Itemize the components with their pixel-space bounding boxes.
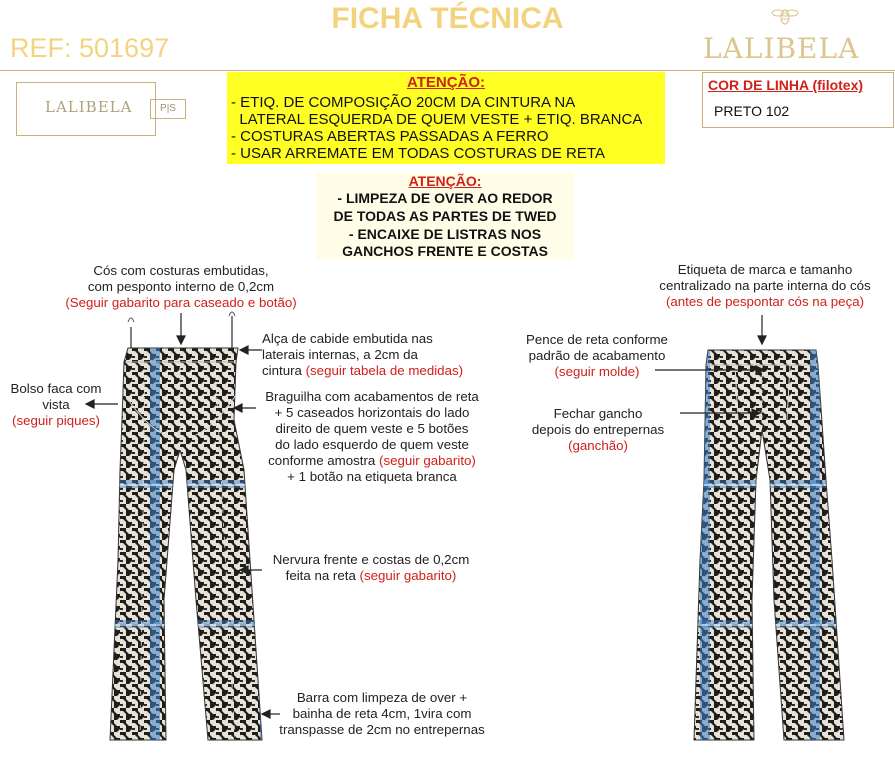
attention-line: - USAR ARREMATE EM TODAS COSTURAS DE RETA — [231, 145, 605, 162]
note-dart: Pence de reta conforme padrão de acabamento (seguir molde) — [526, 332, 668, 379]
label-tag-size: P|S — [150, 99, 186, 119]
page-title: FICHA TÉCNICA — [331, 2, 564, 35]
back-pants — [694, 350, 844, 740]
note-hanger-loop: Alça de cabide embutida nas laterais internas, a 2cm da cintura (seguir tabela de medidas) — [262, 331, 464, 378]
brand-logo: LALIBELA — [703, 32, 860, 65]
attention-2-line: GANCHOS FRENTE E COSTAS — [342, 243, 548, 259]
thread-color-title: COR DE LINHA (filotex) — [708, 77, 864, 93]
front-pants — [110, 312, 262, 740]
attention-2-title: ATENÇÃO: — [408, 173, 482, 189]
attention-2-line: - LIMPEZA DE OVER AO REDOR — [337, 190, 553, 206]
attention-title: ATENÇÃO: — [406, 74, 486, 91]
note-waistband: Cós com costuras embutidas, com pesponto interno de 0,2cm (Seguir gabarito para caseado e botão) — [65, 263, 297, 310]
attention-line: - COSTURAS ABERTAS PASSADAS A FERRO — [231, 128, 549, 145]
note-pocket: Bolso faca com vista (seguir piques) — [10, 381, 102, 428]
label-tag-brand: LALIBELA — [45, 98, 133, 116]
note-brand-label: Etiqueta de marca e tamanho centralizado na parte interna do cós (antes de pespontar cós na peça) — [659, 262, 871, 309]
attention-line: - ETIQ. DE COMPOSIÇÃO 20CM DA CINTURA NA — [231, 94, 576, 111]
attention-line: LATERAL ESQUERDA DE QUEM VESTE + ETIQ. BRANCA — [231, 111, 643, 128]
thread-color-value: PRETO 102 — [714, 103, 790, 119]
attention-2-line: DE TODAS AS PARTES DE TWED — [333, 208, 557, 224]
note-crotch: Fechar gancho depois do entrepernas (ganchão) — [531, 406, 665, 453]
note-crease: Nervura frente e costas de 0,2cm feita na reta (seguir gabarito) — [272, 552, 470, 583]
note-fly: Braguilha com acabamentos de reta + 5 caseados horizontais do lado direito de quem veste e 5 botões do lado esquerdo de quem veste conforme amostra (seguir gabarito) + 1 botão na etiqueta branca — [265, 389, 479, 484]
reference-code: REF: 501697 — [10, 33, 170, 63]
attention-2-line: - ENCAIXE DE LISTRAS NOS — [348, 226, 542, 242]
note-hem: Barra com limpeza de over + bainha de reta 4cm, 1vira com transpasse de 2cm no entrepernas — [279, 690, 485, 737]
